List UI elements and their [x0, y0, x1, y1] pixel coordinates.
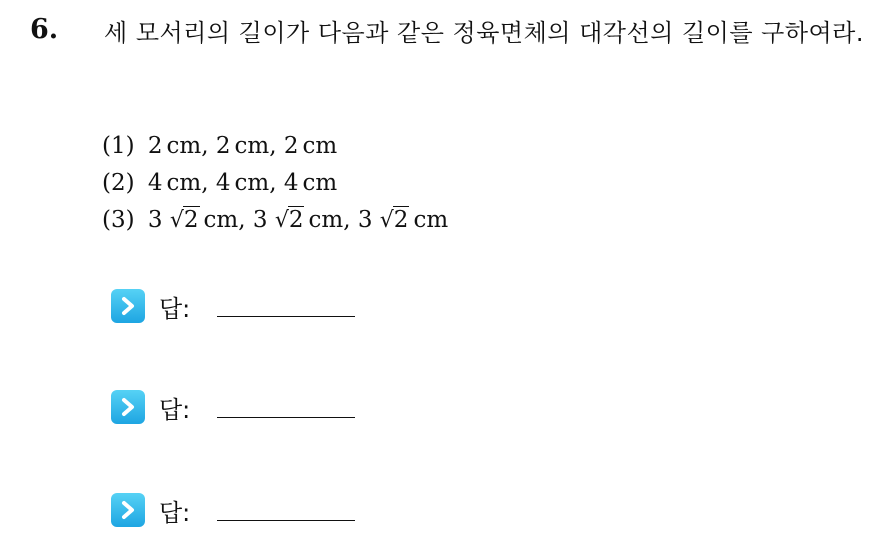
list-item: (3) 3 √2 cm, 3 √2 cm, 3 √2 cm — [102, 207, 449, 233]
item-unit: cm — [166, 133, 202, 159]
item-unit: cm — [302, 170, 338, 196]
question-text: 세 모서리의 길이가 다음과 같은 정육면체의 대각선의 길이를 구하여라. — [104, 19, 864, 47]
item-unit: cm — [302, 133, 338, 159]
answer-label: 답: — [159, 294, 191, 323]
item-value: 4 — [147, 170, 163, 196]
item-value: 2 — [147, 133, 163, 159]
item-label: (1) — [102, 133, 135, 159]
item-unit: cm — [234, 133, 270, 159]
answer-row — [111, 387, 190, 427]
item-unit: cm — [166, 170, 202, 196]
answer-row — [111, 490, 190, 530]
item-value: 2 — [215, 133, 231, 159]
item-unit: cm — [234, 170, 270, 196]
item-unit: cm — [308, 207, 344, 233]
item-value: 2 — [283, 133, 299, 159]
sqrt-expression: √2 — [169, 207, 199, 233]
item-label: (2) — [102, 170, 135, 196]
item-label: (3) — [102, 207, 135, 233]
answer-label: 답: — [159, 498, 191, 527]
item-unit: cm — [413, 207, 449, 233]
item-list — [102, 128, 448, 239]
chevron-right-icon — [111, 390, 145, 424]
item-unit: cm — [203, 207, 239, 233]
item-value: 3 — [252, 207, 268, 233]
answer-field[interactable] — [217, 417, 355, 418]
item-value: 3 — [147, 207, 163, 233]
sqrt-expression: √2 — [379, 207, 409, 233]
item-value: 4 — [215, 170, 231, 196]
radicand: 2 — [393, 207, 409, 233]
answer-field[interactable] — [217, 316, 355, 317]
radicand: 2 — [183, 207, 199, 233]
list-item: (2) 4 cm, 4 cm, 4 cm — [102, 170, 338, 196]
answer-row — [111, 286, 190, 326]
list-item: (1) 2 cm, 2 cm, 2 cm — [102, 133, 338, 159]
item-value: 4 — [283, 170, 299, 196]
sqrt-expression: √2 — [274, 207, 304, 233]
answer-field[interactable] — [217, 520, 355, 521]
problem-number: 6. — [30, 14, 59, 45]
item-value: 3 — [357, 207, 373, 233]
chevron-right-icon — [111, 289, 145, 323]
answer-label: 답: — [159, 395, 191, 424]
radicand: 2 — [288, 207, 304, 233]
chevron-right-icon — [111, 493, 145, 527]
